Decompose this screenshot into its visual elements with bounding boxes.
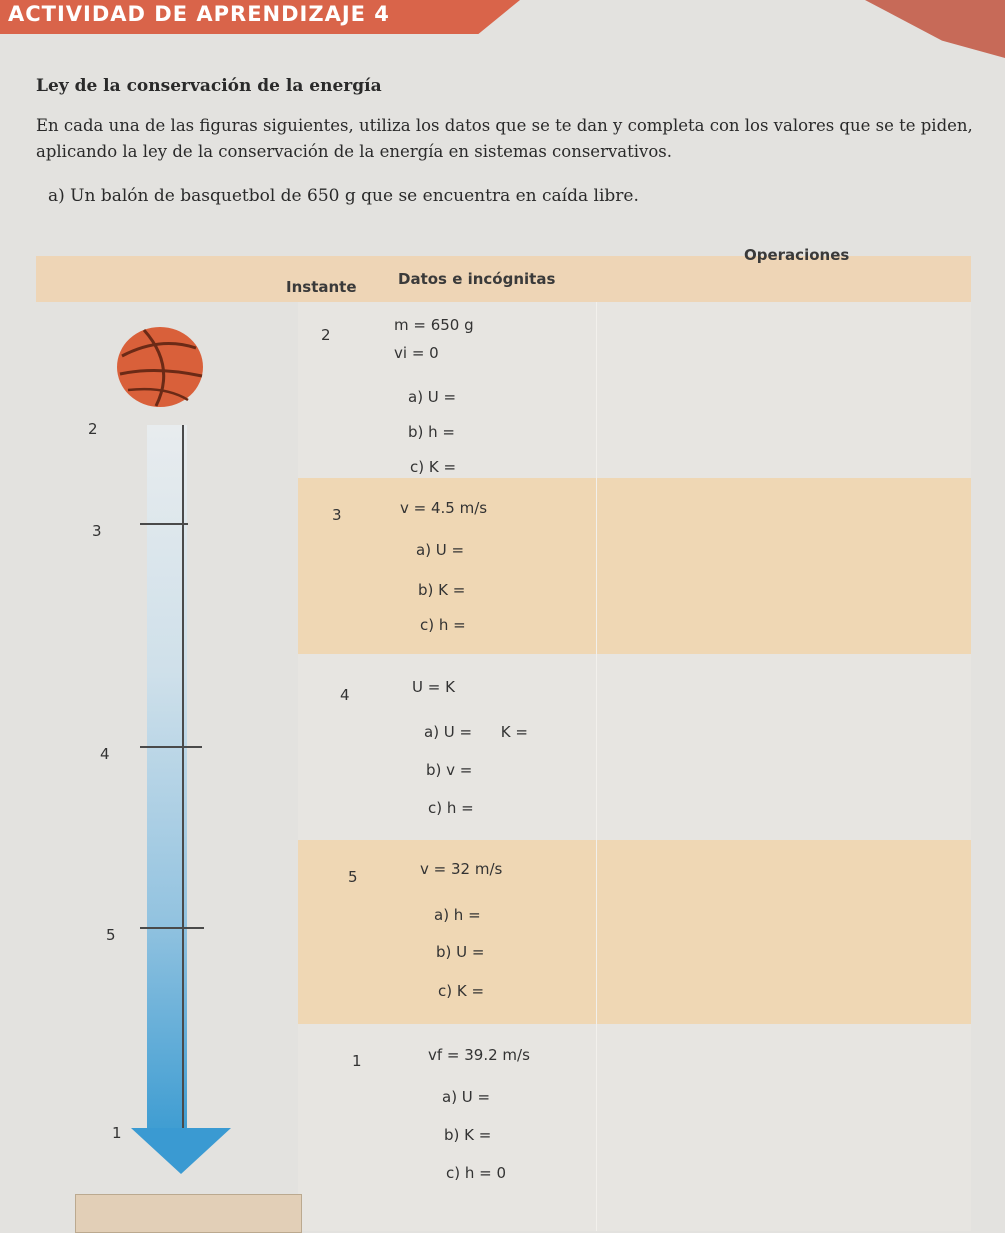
row-band-5 bbox=[298, 840, 971, 1024]
data-line: b) U = bbox=[436, 943, 485, 961]
operaciones-divider bbox=[596, 302, 597, 1231]
tick-5 bbox=[140, 927, 204, 929]
position-label-1: 1 bbox=[112, 1124, 122, 1142]
corner-decoration bbox=[865, 0, 1005, 58]
data-line: a) U = bbox=[442, 1088, 491, 1106]
data-line: c) h = bbox=[428, 799, 474, 817]
instante-cell: 3 bbox=[332, 506, 342, 524]
data-line: b) h = bbox=[408, 423, 455, 441]
fall-path-column bbox=[147, 425, 187, 1130]
instante-cell: 4 bbox=[340, 686, 350, 704]
data-line: vf = 39.2 m/s bbox=[428, 1046, 530, 1064]
data-line: b) K = bbox=[444, 1126, 492, 1144]
instante-cell: 1 bbox=[352, 1052, 362, 1070]
instante-cell: 5 bbox=[348, 868, 358, 886]
instante-cell: 2 bbox=[321, 326, 331, 344]
data-line: b) v = bbox=[426, 761, 473, 779]
data-line: m = 650 g bbox=[394, 316, 474, 334]
position-label-4: 4 bbox=[100, 745, 110, 763]
tick-3 bbox=[140, 523, 188, 525]
row-band-3 bbox=[298, 478, 971, 654]
data-line: vi = 0 bbox=[394, 344, 439, 362]
data-line: v = 4.5 m/s bbox=[400, 499, 488, 517]
data-line: a) h = bbox=[434, 906, 481, 924]
arrow-down-icon bbox=[131, 1128, 231, 1174]
position-label-5: 5 bbox=[106, 926, 116, 944]
fall-path-line bbox=[182, 425, 184, 1145]
data-line: c) K = bbox=[438, 982, 485, 1000]
exercise-item-a: a) Un balón de basquetbol de 650 g que se encuentra en caída libre. bbox=[48, 186, 639, 206]
header-datos: Datos e incógnitas bbox=[398, 270, 556, 288]
data-line: c) h = bbox=[420, 616, 466, 634]
data-line: a) U = bbox=[408, 388, 457, 406]
header-operaciones: Operaciones bbox=[744, 246, 850, 264]
data-line: c) h = 0 bbox=[446, 1164, 507, 1182]
section-heading: Ley de la conservación de la energía bbox=[36, 76, 382, 96]
data-line: v = 32 m/s bbox=[420, 860, 503, 878]
data-line: c) K = bbox=[410, 458, 457, 476]
row-band-1 bbox=[298, 1024, 971, 1231]
data-line: a) U = K = bbox=[424, 723, 528, 741]
row-band-4 bbox=[298, 654, 971, 840]
position-label-3: 3 bbox=[92, 522, 102, 540]
header-instante: Instante bbox=[286, 278, 357, 296]
data-line: b) K = bbox=[418, 581, 466, 599]
basketball-icon bbox=[116, 326, 204, 408]
position-label-2: 2 bbox=[88, 420, 98, 438]
tick-4 bbox=[140, 746, 202, 748]
ground-box bbox=[75, 1194, 302, 1233]
data-line: a) U = bbox=[416, 541, 465, 559]
activity-title: ACTIVIDAD DE APRENDIZAJE 4 bbox=[8, 2, 390, 26]
data-line: U = K bbox=[412, 678, 455, 696]
instructions-paragraph: En cada una de las figuras siguientes, utiliza los datos que se te dan y completa con los valores que se te piden, aplicando la ley de la conservación de la energía en sistemas conservativos. bbox=[36, 116, 973, 161]
